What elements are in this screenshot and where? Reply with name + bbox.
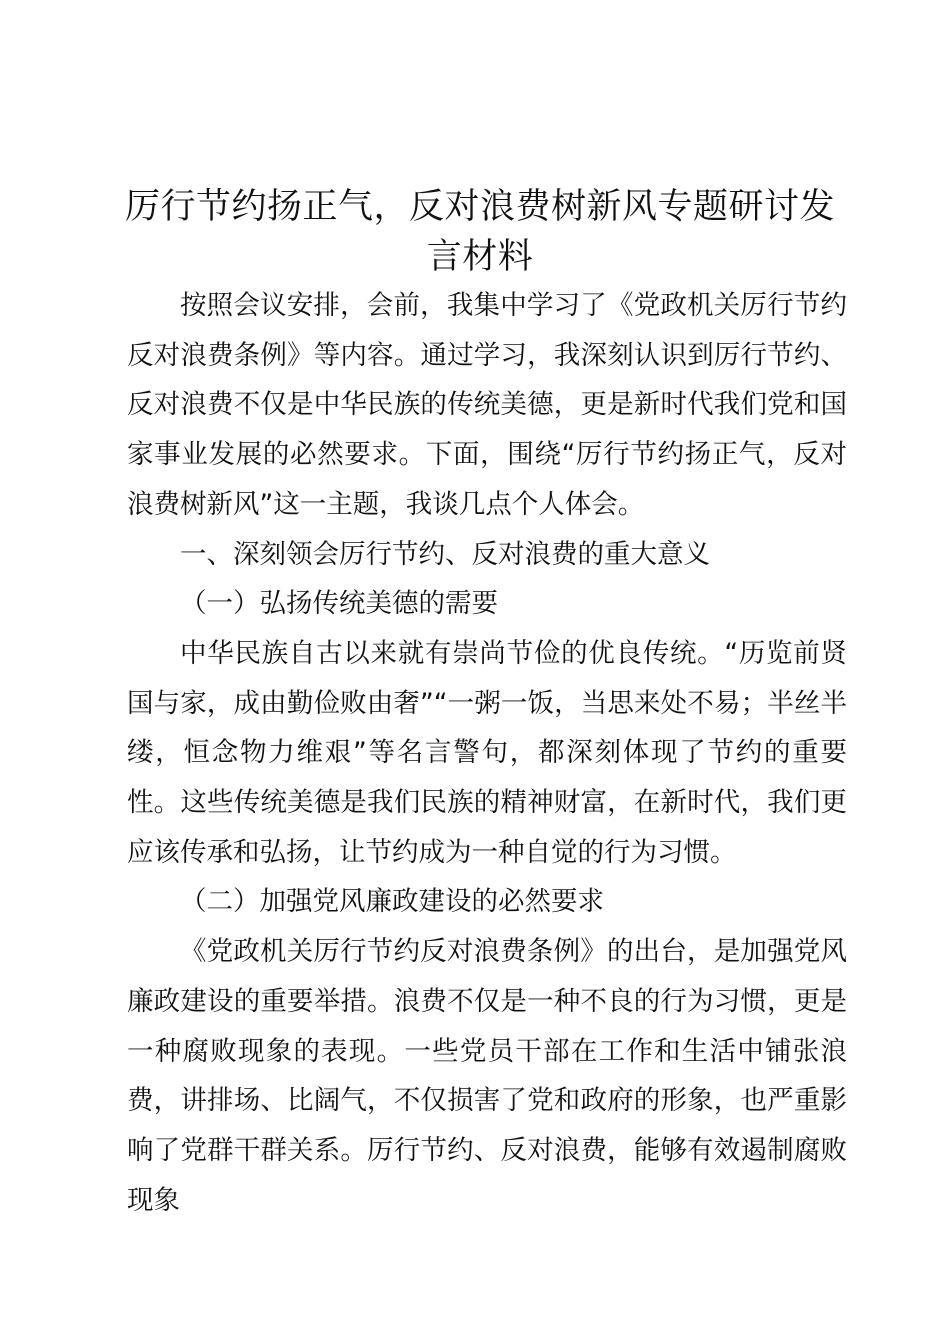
paragraph-tradition: 中华民族自古以来就有崇尚节俭的优良传统。“历览前贤国与家，成由勤俭败由奢”“一粥一饭，当思来处不易；半丝半缕，恒念物力维艰”等名言警句，都深刻体现了节约的重要性。这些传统美德是我们民族的精神财富，在新时代，我们更应该传承和弘扬，让节约成为一种自觉的行为习惯。 xyxy=(127,637,847,868)
subsection-heading-2: （二）加强党风廉政建设的必然要求 xyxy=(180,886,604,918)
document-title: 厉行节约扬正气，反对浪费树新风专题研讨发言材料 xyxy=(124,187,835,277)
section-heading-1: 一、深刻领会厉行节约、反对浪费的重大意义 xyxy=(180,538,710,570)
paragraph-integrity: 《党政机关厉行节约反对浪费条例》的出台，是加强党风廉政建设的重要举措。浪费不仅是一种不良的行为习惯，更是一种腐败现象的表现。一些党员干部在工作和生活中铺张浪费，讲排场、比阔气，不仅损害了党和政府的形象，也严重影响了党群干群关系。厉行节约、反对浪费，能够有效遏制腐败现象 xyxy=(127,936,847,1216)
subsection-heading-1: （一）弘扬传统美德的需要 xyxy=(180,588,498,620)
document-body xyxy=(127,281,847,1225)
paragraph-intro: 按照会议安排，会前，我集中学习了《党政机关厉行节约反对浪费条例》等内容。通过学习，我深刻认识到厉行节约、反对浪费不仅是中华民族的传统美德，更是新时代我们党和国家事业发展的必然要求。下面，围绕“厉行节约扬正气，反对浪费树新风”这一主题，我谈几点个人体会。 xyxy=(127,290,847,520)
